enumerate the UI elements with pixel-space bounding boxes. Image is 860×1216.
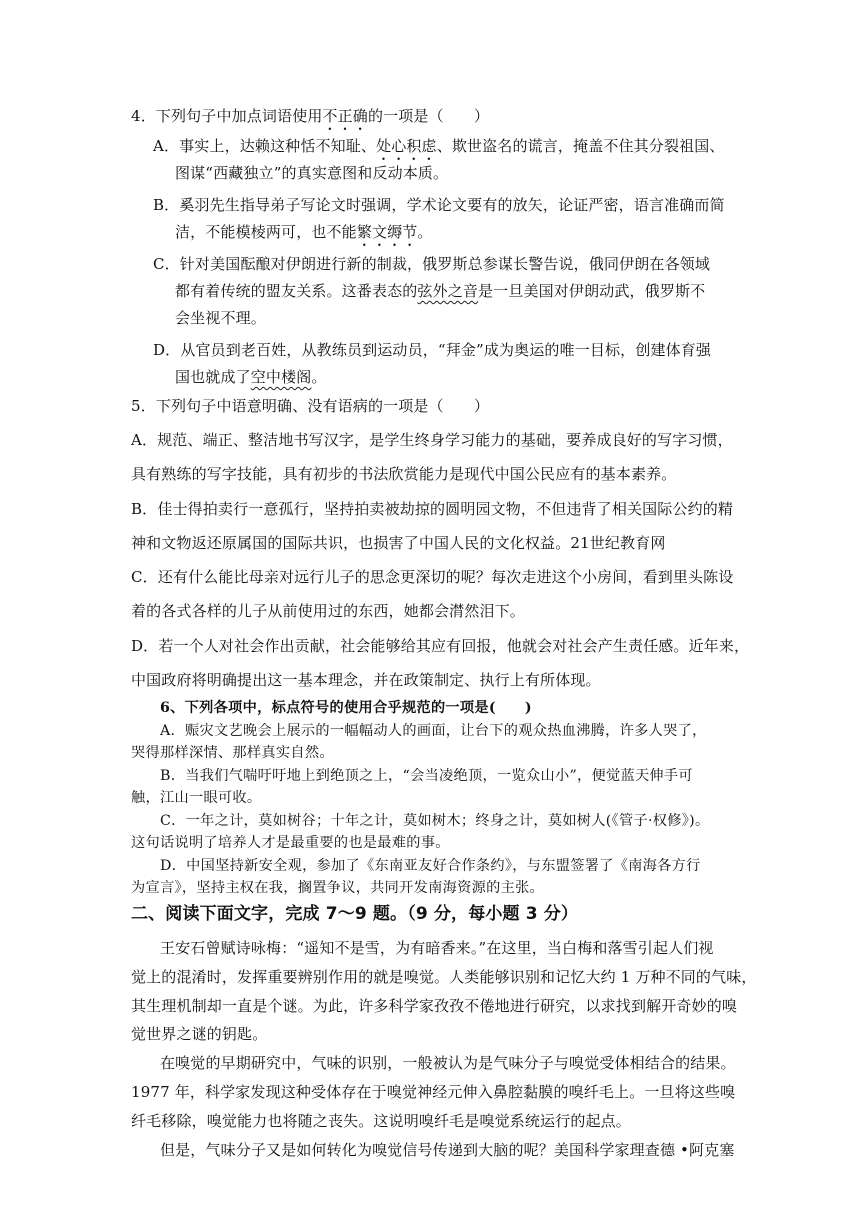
q5-option-b-cont: 神和文物返还原属国的国际共识，也损害了中国人民的文化权益。21世纪教育网	[131, 534, 666, 552]
q6-option-b-cont: 触，江山一眼可收。	[131, 790, 262, 806]
q4-a-text: A．事实上，达赖这种恬不知耻、	[153, 137, 377, 155]
q4-b-emphasis: 繁文缛节	[356, 223, 418, 241]
q4-option-a	[153, 136, 725, 164]
passage-p1-line4: 觉世界之谜的钥匙。	[131, 1025, 268, 1043]
q4-d-emphasis: 空中楼阁	[250, 368, 312, 386]
q4-option-d-cont	[175, 367, 327, 387]
q4-c-text: 都有着传统的盟友关系。这番表态的	[175, 282, 418, 300]
q4-option-c-cont	[175, 281, 705, 301]
q5-option-a-cont: 具有熟练的写字技能，具有初步的书法欣赏能力是现代中国公民应有的基本素养。	[131, 465, 677, 483]
q4-b-tail: 。	[417, 223, 433, 241]
q4-option-c-cont2: 会坐视不理。	[175, 309, 266, 327]
q4-option-b-cont	[175, 222, 433, 250]
q4-c-emphasis: 弦外之音	[417, 282, 479, 300]
passage-p2-line3: 纤毛移除，嗅觉能力也将随之丧失。这说明嗅纤毛是嗅觉系统运行的起点。	[131, 1112, 631, 1130]
q6-option-d-cont: 为宣言》，坚持主权在我，搁置争议，共同开发南海资源的主张。	[131, 880, 545, 896]
q5-option-c: C．还有什么能比母亲对远行儿子的思念更深切的呢？每次走进这个小房间，看到里头陈设	[131, 568, 734, 586]
passage-p2-line2: 1977 年，科学家发现这种受体存在于嗅觉神经元伸入鼻腔黏膜的嗅纤毛上。一旦将这些嗅	[131, 1083, 736, 1101]
q4-option-a-cont: 图谋“西藏独立”的真实意图和反动本质。	[175, 164, 449, 182]
q4-option-b: B．奚羽先生指导弟子写论文时强调，学术论文要有的放矢，论证严密，语言准确而简	[153, 196, 725, 214]
q4-b-text: 洁，不能模棱两可，也不能	[175, 223, 357, 241]
q4-c-tail: 是一旦美国对伊朗动武，俄罗斯不	[478, 282, 706, 300]
q4-d-tail: 。	[311, 368, 327, 386]
q6-stem: 6、下列各项中，标点符号的使用合乎规范的一项是( )	[160, 700, 532, 716]
q5-option-c-cont: 着的各式各样的儿子从前使用过的东西，她都会潸然泪下。	[131, 602, 525, 620]
section2-heading: 二、阅读下面文字，完成 7～9 题。（9 分，每小题 3 分）	[131, 904, 579, 924]
q6-option-c: C．一年之计，莫如树谷；十年之计，莫如树木；终身之计，莫如树人(《管子·权修》)。	[160, 813, 710, 829]
q4-stem-emphasis: 不正确	[322, 107, 368, 125]
q6-option-a-cont: 哭得那样深情、那样真实自然。	[131, 745, 334, 761]
q4-option-d: D．从官员到老百姓，从教练员到运动员，“拜金”成为奥运的唯一目标，创建体育强	[153, 341, 712, 359]
passage-p1-line1: 王安石曾赋诗咏梅：“遥知不是雪，为有暗香来。”在这里，当白梅和落雪引起人们视	[160, 939, 714, 957]
q6-option-d: D．中国坚持新安全观，参加了《东南亚友好合作条约》，与东盟签署了《南海各方行	[160, 858, 701, 874]
passage-p1-line3: 其生理机制却一直是个谜。为此，许多科学家孜孜不倦地进行研究，以求找到解开奇妙的嗅	[131, 997, 738, 1015]
q6-option-c-cont: 这句话说明了培养人才是最重要的也是最难的事。	[131, 835, 450, 851]
passage-p1-line2: 觉上的混淆时，发挥重要辨别作用的就是嗅觉。人类能够识别和记忆大约 1 万种不同的气味，	[131, 968, 757, 986]
q4-stem-text: 4．下列句子中加点词语使用	[131, 107, 323, 125]
q6-option-b: B．当我们气喘吁吁地上到绝顶之上，“会当凌绝顶，一览众山小”，便觉蓝天伸手可	[160, 768, 693, 784]
q4-d-text: 国也就成了	[175, 368, 251, 386]
passage-p3-line1: 但是，气味分子又是如何转化为嗅觉信号传递到大脑的呢？美国科学家理查德 •阿克塞	[160, 1141, 735, 1159]
q4-option-c: C．针对美国酝酿对伊朗进行新的制裁，俄罗斯总参谋长警告说，俄同伊朗在各领域	[153, 255, 711, 273]
q4-stem	[131, 106, 489, 134]
q4-stem-tail: 的一项是（ ）	[367, 107, 490, 125]
q4-a-emphasis: 处心积虑	[376, 137, 437, 155]
q5-option-d: D．若一个人对社会作出贡献，社会能够给其应有回报，他就会对社会产生责任感。近年来，	[131, 637, 750, 655]
q4-a-tail: 、欺世盗名的谎言，掩盖不住其分裂祖国、	[436, 137, 725, 155]
q5-option-d-cont: 中国政府将明确提出这一基本理念，并在政策制定、执行上有所体现。	[131, 671, 601, 689]
q5-stem: 5．下列句子中语意明确、没有语病的一项是（ ）	[131, 397, 490, 415]
q6-option-a: A．赈灾文艺晚会上展示的一幅幅动人的画面，让台下的观众热血沸腾，许多人哭了，	[160, 723, 707, 739]
q5-option-b: B．佳士得拍卖行一意孤行，坚持拍卖被劫掠的圆明园文物，不但违背了相关国际公约的精	[131, 500, 734, 518]
passage-p2-line1: 在嗅觉的早期研究中，气味的识别，一般被认为是气味分子与嗅觉受体相结合的结果。	[160, 1054, 736, 1072]
q5-option-a: A．规范、端正、整洁地书写汉字，是学生终身学习能力的基础，要养成良好的写字习惯，	[131, 431, 733, 449]
